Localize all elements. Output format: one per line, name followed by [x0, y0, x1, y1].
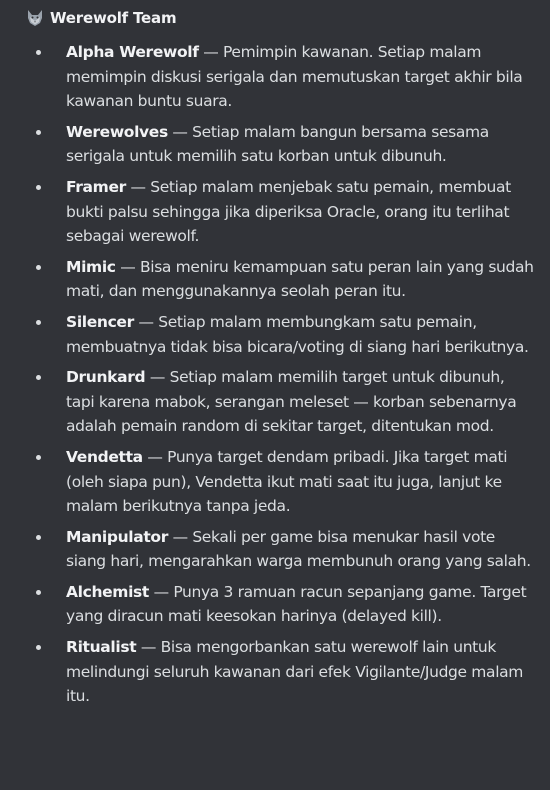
role-separator: —	[142, 447, 168, 466]
role-name: Alpha Werewolf	[66, 43, 199, 61]
role-name: Silencer	[66, 312, 134, 331]
role-separator: —	[136, 638, 161, 657]
role-separator: —	[198, 43, 223, 61]
list-item	[26, 40, 536, 114]
role-separator: —	[149, 582, 174, 601]
bullet-icon	[36, 455, 41, 460]
list-item	[26, 310, 536, 359]
role-separator: —	[145, 368, 170, 387]
role-description: Bisa mengorbankan satu werewolf lain untuk melindungi seluruh kawanan dari efek Vigilante/Judge malam itu.	[66, 638, 524, 706]
team-header	[26, 7, 536, 29]
role-description: Setiap malam memilih target untuk dibunuh, tapi karena mabok, serangan meleset — korban sebenarnya adalah pemain random di sekitar target, ditentukan mod.	[66, 368, 517, 436]
role-separator: —	[133, 312, 159, 331]
list-item	[26, 525, 536, 574]
roles-list	[26, 40, 536, 709]
list-item	[26, 445, 536, 519]
team-title: Werewolf Team	[50, 9, 177, 27]
role-name: Mimic	[66, 257, 116, 276]
bullet-icon	[36, 645, 41, 650]
list-item	[26, 635, 536, 709]
bullet-icon	[36, 265, 41, 270]
bullet-icon	[36, 130, 41, 135]
role-name: Ritualist	[66, 638, 137, 657]
role-description: Setiap malam menjebak satu pemain, membuat bukti palsu sehingga jika diperiksa Oracle, orang itu terlihat sebagai werewolf.	[66, 177, 511, 246]
role-description: Punya target dendam pribadi. Jika target mati (oleh siapa pun), Vendetta ikut mati saat itu juga, lanjut ke malam berikutnya tanpa jeda.	[66, 447, 508, 516]
role-description: Setiap malam membungkam satu pemain, membuatnya tidak bisa bicara/voting di siang hari berikutnya.	[66, 312, 529, 356]
role-description: Punya 3 ramuan racun sepanjang game. Target yang diracun mati keesokan harinya (delayed kill).	[66, 582, 527, 626]
role-name: Drunkard	[66, 368, 146, 387]
bullet-icon	[36, 320, 41, 325]
role-name: Vendetta	[66, 447, 143, 466]
list-item	[26, 120, 536, 169]
role-separator: —	[115, 257, 140, 276]
bullet-icon	[36, 185, 41, 190]
role-separator: —	[125, 177, 151, 196]
list-item	[26, 255, 536, 304]
list-item	[26, 365, 536, 439]
role-name: Manipulator	[66, 527, 168, 546]
role-description: Pemimpin kawanan. Setiap malam memimpin diskusi serigala dan memutuskan target akhir bila kawanan buntu suara.	[66, 43, 523, 111]
role-description: Bisa meniru kemampuan satu peran lain yang sudah mati, dan menggunakannya seolah peran itu.	[66, 257, 534, 301]
role-separator: —	[168, 527, 193, 546]
list-item	[26, 175, 536, 249]
role-description: Sekali per game bisa menukar hasil vote siang hari, mengarahkan warga membunuh orang yang salah.	[66, 527, 531, 571]
wolf-icon	[26, 9, 44, 27]
bullet-icon	[36, 590, 41, 595]
role-separator: —	[167, 122, 193, 141]
role-name: Framer	[66, 177, 126, 196]
bullet-icon	[36, 50, 41, 55]
role-name: Werewolves	[66, 122, 168, 141]
list-item	[26, 580, 536, 629]
role-description: Setiap malam bangun bersama sesama serigala untuk memilih satu korban untuk dibunuh.	[66, 122, 489, 166]
bullet-icon	[36, 375, 41, 380]
role-name: Alchemist	[66, 582, 149, 601]
bullet-icon	[36, 535, 41, 540]
